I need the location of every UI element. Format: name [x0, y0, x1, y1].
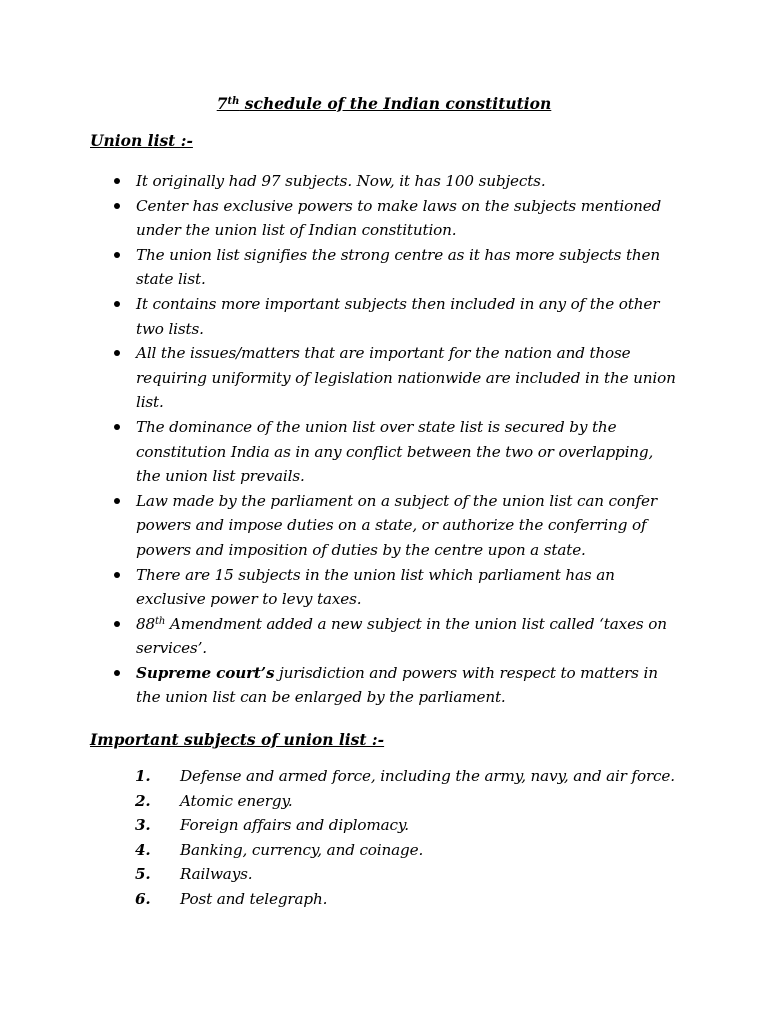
- item-text: Banking, currency, and coinage.: [180, 840, 424, 859]
- bullet-item: Law made by the parliament on a subject of the union list can confer powers and impose duties on a state, or authorize the conferring of powers and imposition of duties by the centre upon a state.: [136, 489, 676, 563]
- bullet-icon: [114, 424, 120, 430]
- title-superscript: th: [227, 96, 240, 107]
- item-text: Atomic energy.: [180, 791, 293, 810]
- bullet-item: It contains more important subjects then included in any of the other two lists.: [136, 292, 676, 341]
- bullet-icon: [114, 301, 120, 307]
- bullet-icon: [114, 252, 120, 258]
- document-title: [0, 93, 768, 115]
- bullet-item: Supreme court’s jurisdiction and powers with respect to matters in the union list can be enlarged by the parliament.: [136, 661, 676, 710]
- item-text: Defense and armed force, including the army, navy, and air force.: [180, 767, 675, 785]
- item-text: Post and telegraph.: [180, 889, 328, 908]
- bullet-item: 88th Amendment added a new subject in the union list called ‘taxes on services’.: [136, 612, 676, 661]
- bullet-icon: [114, 350, 120, 356]
- important-subjects-heading: Important subjects of union list :-: [90, 730, 385, 749]
- bullet-icon: [114, 621, 120, 627]
- bullet-item: The dominance of the union list over state list is secured by the constitution India as in any conflict between the two or overlapping, the union list prevails.: [136, 415, 676, 489]
- bullet-item: The union list signifies the strong centre as it has more subjects then state list.: [136, 243, 676, 292]
- bullet-item: There are 15 subjects in the union list which parliament has an exclusive power to levy taxes.: [136, 563, 676, 612]
- item-number: 2.: [135, 791, 151, 810]
- numbered-item: [0, 789, 768, 814]
- numbered-item: [0, 887, 768, 912]
- bullet-icon: [114, 572, 120, 578]
- item-text: Railways.: [180, 865, 253, 884]
- bullet-icon: [114, 670, 120, 676]
- numbered-item: [0, 813, 768, 838]
- bullet-icon: [114, 498, 120, 504]
- bullet-icon: [114, 178, 120, 184]
- item-number: 5.: [135, 865, 151, 884]
- bullet-item: It originally had 97 subjects. Now, it has 100 subjects.: [136, 169, 676, 194]
- item-number: 3.: [135, 816, 151, 835]
- item-text: Foreign affairs and diplomacy.: [180, 816, 409, 835]
- title-text: schedule of the Indian constitution: [239, 94, 552, 113]
- bullet-icon: [114, 203, 120, 209]
- numbered-item: [0, 838, 768, 863]
- numbered-item: [0, 862, 768, 887]
- bullet-item: Center has exclusive powers to make laws on the subjects mentioned under the union list of Indian constitution.: [136, 194, 676, 243]
- important-subjects-list: [0, 764, 768, 912]
- title-number: 7: [216, 94, 228, 113]
- union-list-heading: Union list :-: [90, 131, 193, 150]
- item-number: 4.: [135, 840, 151, 859]
- union-list-points: [0, 169, 768, 710]
- item-number: 1.: [135, 767, 151, 785]
- numbered-item: [0, 764, 768, 789]
- bullet-item: All the issues/matters that are important for the nation and those requiring uniformity of legislation nationwide are included in the union list.: [136, 341, 676, 415]
- item-number: 6.: [135, 889, 151, 908]
